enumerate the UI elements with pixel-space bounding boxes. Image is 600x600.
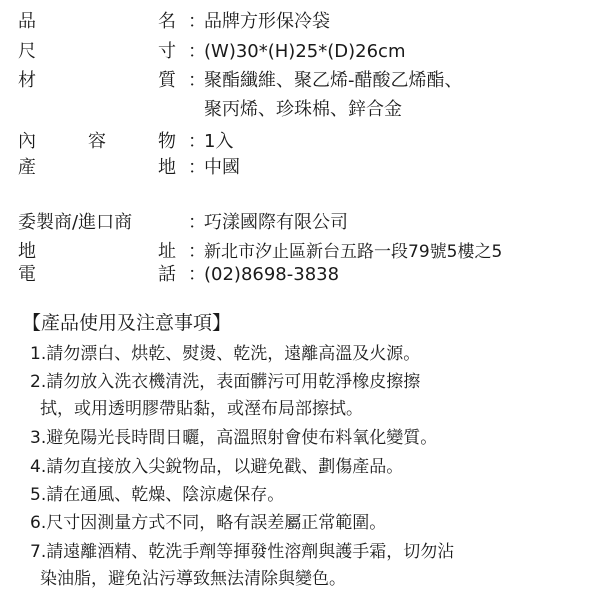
spec-label-contents <box>18 129 188 155</box>
separator: ： <box>188 212 206 233</box>
note-item: 6.尺寸因測量方式不同，略有誤差屬正常範圍。 <box>30 513 387 533</box>
label-char: 材 <box>18 70 36 91</box>
label-char: 品 <box>18 11 36 32</box>
spec-row-product-name <box>18 9 598 35</box>
separator: ： <box>188 41 206 62</box>
label-char: 寸 <box>158 41 176 62</box>
note-item: 2.請勿放入洗衣機清洗，表面髒污可用乾淨橡皮擦擦 <box>30 372 421 392</box>
contents-value: 1入 <box>204 131 234 152</box>
spec-label-origin <box>18 155 188 181</box>
label-char: 話 <box>158 264 176 285</box>
spec-row-material <box>18 68 598 94</box>
separator: ： <box>188 157 206 178</box>
note-item: 5.請在通風、乾燥、陰涼處保存。 <box>30 485 285 505</box>
label-char: 內 <box>18 131 36 152</box>
material-value-line1: 聚酯纖維、聚乙烯-醋酸乙烯酯、 <box>204 70 463 91</box>
spec-row-commissioner <box>18 210 598 236</box>
spec-row-contents <box>18 129 598 155</box>
separator: ： <box>188 131 206 152</box>
separator: ： <box>188 70 206 91</box>
label-char: 質 <box>158 70 176 91</box>
label-char: 電 <box>18 264 36 285</box>
address-value: 新北市汐止區新台五路一段79號5樓之5 <box>204 242 503 262</box>
label-char: 地 <box>18 241 36 262</box>
size-value: (W)30*(H)25*(D)26cm <box>204 41 406 62</box>
separator: ： <box>188 264 206 285</box>
label-char: 地 <box>158 157 176 178</box>
note-item: 4.請勿直接放入尖銳物品，以避免戳、劃傷產品。 <box>30 457 404 477</box>
product-name-value: 品牌方形保冷袋 <box>204 11 330 32</box>
separator: ： <box>188 11 206 32</box>
label-char: 名 <box>158 11 176 32</box>
note-item-continuation: 染油脂，避免沾污導致無法清除與變色。 <box>40 569 346 589</box>
label-char: 容 <box>88 131 106 152</box>
spec-row-size <box>18 39 598 65</box>
spec-row-phone <box>18 262 598 288</box>
label-char: 物 <box>158 131 176 152</box>
material-value-line2: 聚丙烯、珍珠棉、鋅合金 <box>204 99 402 120</box>
spec-label-material <box>18 68 188 94</box>
label-char: 址 <box>158 241 176 262</box>
spec-label-size <box>18 39 188 65</box>
separator: ： <box>188 241 206 262</box>
note-item-continuation: 拭，或用透明膠帶貼黏，或溼布局部擦拭。 <box>40 399 363 419</box>
note-item: 1.請勿漂白、烘乾、熨燙、乾洗，遠離高溫及火源。 <box>30 344 421 364</box>
origin-value: 中國 <box>204 157 240 178</box>
note-item: 3.避免陽光長時間日曬，高溫照射會使布料氧化變質。 <box>30 428 438 448</box>
label-char: 尺 <box>18 41 36 62</box>
spec-label-phone <box>18 262 188 288</box>
commissioner-label: 委製商/進口商 <box>18 212 133 233</box>
spec-label-product-name <box>18 9 188 35</box>
spec-label-commissioner <box>18 210 188 236</box>
commissioner-value: 巧漾國際有限公司 <box>204 212 348 233</box>
label-char: 產 <box>18 157 36 178</box>
note-item: 7.請遠離酒精、乾洗手劑等揮發性溶劑與護手霜，切勿沾 <box>30 542 455 562</box>
phone-value: (02)8698-3838 <box>204 264 340 285</box>
spec-row-origin <box>18 155 598 181</box>
notes-title: 【產品使用及注意事項】 <box>22 312 232 334</box>
